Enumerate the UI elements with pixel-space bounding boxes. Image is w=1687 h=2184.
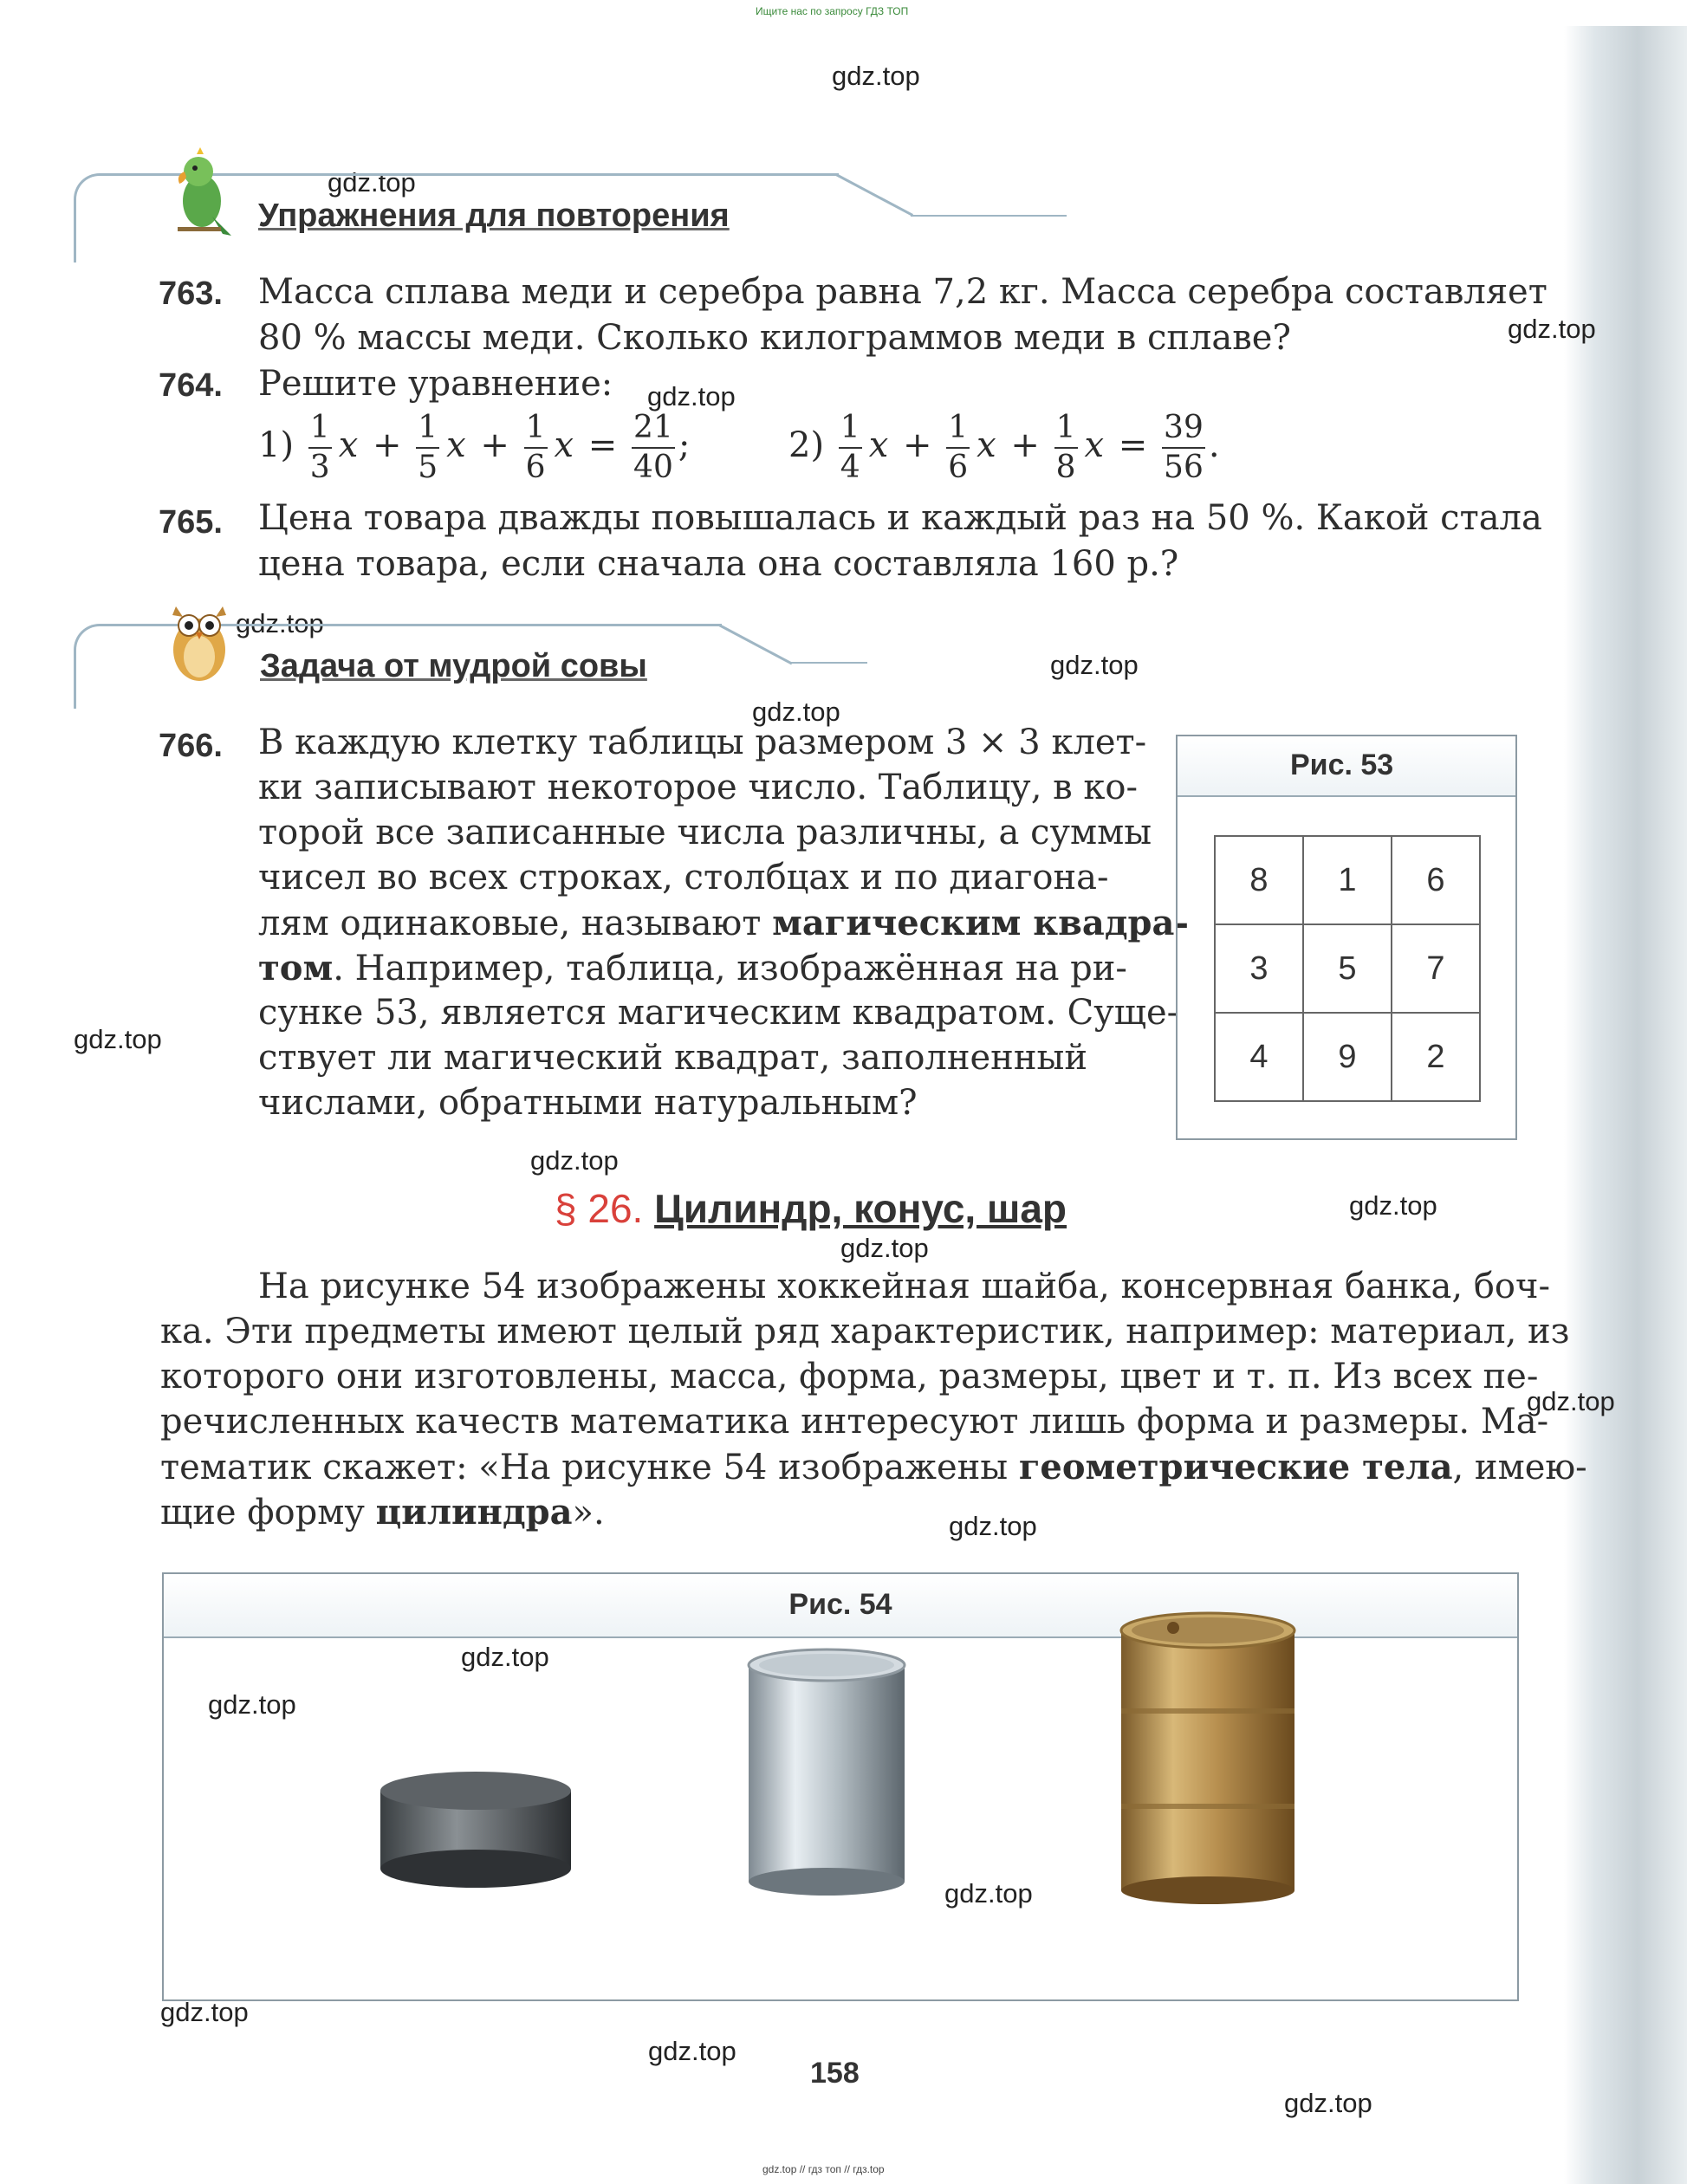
exercise-text: том. Например, таблица, изображённая на ри- bbox=[258, 948, 1127, 988]
watermark: gdz.top bbox=[328, 167, 416, 198]
grid-cell: 3 bbox=[1215, 924, 1303, 1013]
watermark: gdz.top bbox=[530, 1145, 619, 1176]
body-text: речисленных качеств математика интересуют лишь форма и размеры. Ма- bbox=[160, 1402, 1549, 1442]
book-spine-shadow bbox=[1564, 26, 1687, 2184]
exercise-text: 80 % массы меди. Сколько килограммов меди в сплаве? bbox=[258, 318, 1291, 358]
owl-icon bbox=[160, 598, 238, 689]
watermark: gdz.top bbox=[1527, 1386, 1615, 1416]
body-text: На рисунке 54 изображены хоккейная шайба, консервная банка, боч- bbox=[258, 1267, 1550, 1306]
watermark: gdz.top bbox=[944, 1878, 1033, 1909]
section-title: Упражнения для повторения bbox=[258, 198, 730, 234]
equation-1: 1) $\frac{1}{3}$ x + $\frac{1}{5}$ x + $\frac{1}{6}$ x = $\frac{21}{40}$ ; bbox=[258, 410, 691, 485]
watermark: gdz.top bbox=[1349, 1190, 1437, 1221]
body-text: которого они изготовлены, масса, форма, размеры, цвет и т. п. Из всех пе- bbox=[160, 1357, 1539, 1397]
paragraph-heading bbox=[555, 1185, 1067, 1232]
body-text: тематик скажет: «На рисунке 54 изображены геометрические тела, имею- bbox=[160, 1447, 1587, 1487]
grid-cell: 1 bbox=[1303, 836, 1392, 924]
footer-note: gdz.top // гдз топ // гдз.top bbox=[762, 2163, 885, 2175]
watermark: gdz.top bbox=[840, 1233, 929, 1263]
exercise-text: торой все записанные числа различны, а суммы bbox=[258, 813, 1152, 852]
equation-2: 2) $\frac{1}{4}$ x + $\frac{1}{6}$ x + $\frac{1}{8}$ x = $\frac{39}{56}$ . bbox=[788, 410, 1220, 485]
grid-cell: 6 bbox=[1392, 836, 1480, 924]
exercise-text: лям одинаковые, называют магическим квадра- bbox=[258, 903, 1189, 943]
exercise-number: 763. bbox=[159, 275, 223, 312]
watermark: gdz.top bbox=[74, 1024, 162, 1054]
figure-caption: Рис. 53 bbox=[1178, 736, 1515, 797]
exercise-text: Цена товара дважды повышалась и каждый раз на 50 %. Какой стала bbox=[258, 498, 1542, 538]
figure-54-cylinders bbox=[162, 1572, 1519, 2001]
exercise-text: сунке 53, является магическим квадратом. Суще- bbox=[258, 993, 1179, 1033]
watermark: gdz.top bbox=[461, 1642, 549, 1672]
page-number: 158 bbox=[810, 2057, 860, 2090]
tin-can-image bbox=[740, 1643, 913, 1903]
body-text: ка. Эти предметы имеют целый ряд характеристик, например: материал, из bbox=[160, 1312, 1570, 1351]
exercise-number: 764. bbox=[159, 367, 223, 404]
watermark: gdz.top bbox=[1284, 2088, 1372, 2118]
grid-cell: 7 bbox=[1392, 924, 1480, 1013]
watermark: gdz.top bbox=[647, 381, 736, 412]
exercise-text: чисел во всех строках, столбцах и по диагона- bbox=[258, 858, 1109, 898]
exercise-text: ки записывают некоторое число. Таблицу, в ко- bbox=[258, 768, 1138, 807]
section-title: Задача от мудрой совы bbox=[260, 648, 647, 684]
barrel-image bbox=[1113, 1609, 1303, 1912]
hockey-puck-image bbox=[372, 1765, 580, 1895]
grid-cell: 2 bbox=[1392, 1013, 1480, 1101]
exercise-text: цена товара, если сначала она составляла 160 р.? bbox=[258, 544, 1179, 584]
magic-square-grid bbox=[1214, 835, 1481, 1102]
grid-cell: 5 bbox=[1303, 924, 1392, 1013]
watermark: gdz.top bbox=[1050, 650, 1139, 680]
exercise-text: В каждую клетку таблицы размером 3 × 3 клет- bbox=[258, 723, 1147, 762]
figure-53-magic-square bbox=[1176, 735, 1517, 1140]
grid-cell: 8 bbox=[1215, 836, 1303, 924]
watermark: gdz.top bbox=[752, 697, 840, 727]
grid-cell: 4 bbox=[1215, 1013, 1303, 1101]
section-header-owl bbox=[74, 598, 853, 719]
watermark: gdz.top bbox=[236, 608, 324, 638]
watermark: gdz.top bbox=[648, 2036, 736, 2066]
exercise-number: 766. bbox=[159, 728, 223, 764]
watermark: gdz.top bbox=[208, 1689, 296, 1720]
body-text: щие форму цилиндра». bbox=[160, 1492, 605, 1533]
paragraph-number: § 26. bbox=[555, 1186, 644, 1231]
watermark: gdz.top bbox=[832, 61, 920, 91]
header-note: Ищите нас по запросу ГДЗ ТОП bbox=[756, 5, 909, 17]
paragraph-title: Цилиндр, конус, шар bbox=[654, 1186, 1067, 1231]
exercise-text: Решите уравнение: bbox=[258, 364, 613, 404]
exercise-number: 765. bbox=[159, 504, 223, 541]
figure-caption: Рис. 54 bbox=[164, 1574, 1517, 1638]
exercise-text: числами, обратными натуральным? bbox=[258, 1083, 918, 1123]
exercise-text: ствует ли магический квадрат, заполненный bbox=[258, 1038, 1087, 1078]
watermark: gdz.top bbox=[1508, 314, 1596, 344]
watermark: gdz.top bbox=[949, 1511, 1037, 1541]
section-header-repetition bbox=[74, 147, 992, 269]
grid-cell: 9 bbox=[1303, 1013, 1392, 1101]
exercise-text: Масса сплава меди и серебра равна 7,2 кг. Масса серебра составляет bbox=[258, 272, 1547, 312]
parrot-icon bbox=[160, 147, 238, 238]
watermark: gdz.top bbox=[160, 1997, 249, 2027]
